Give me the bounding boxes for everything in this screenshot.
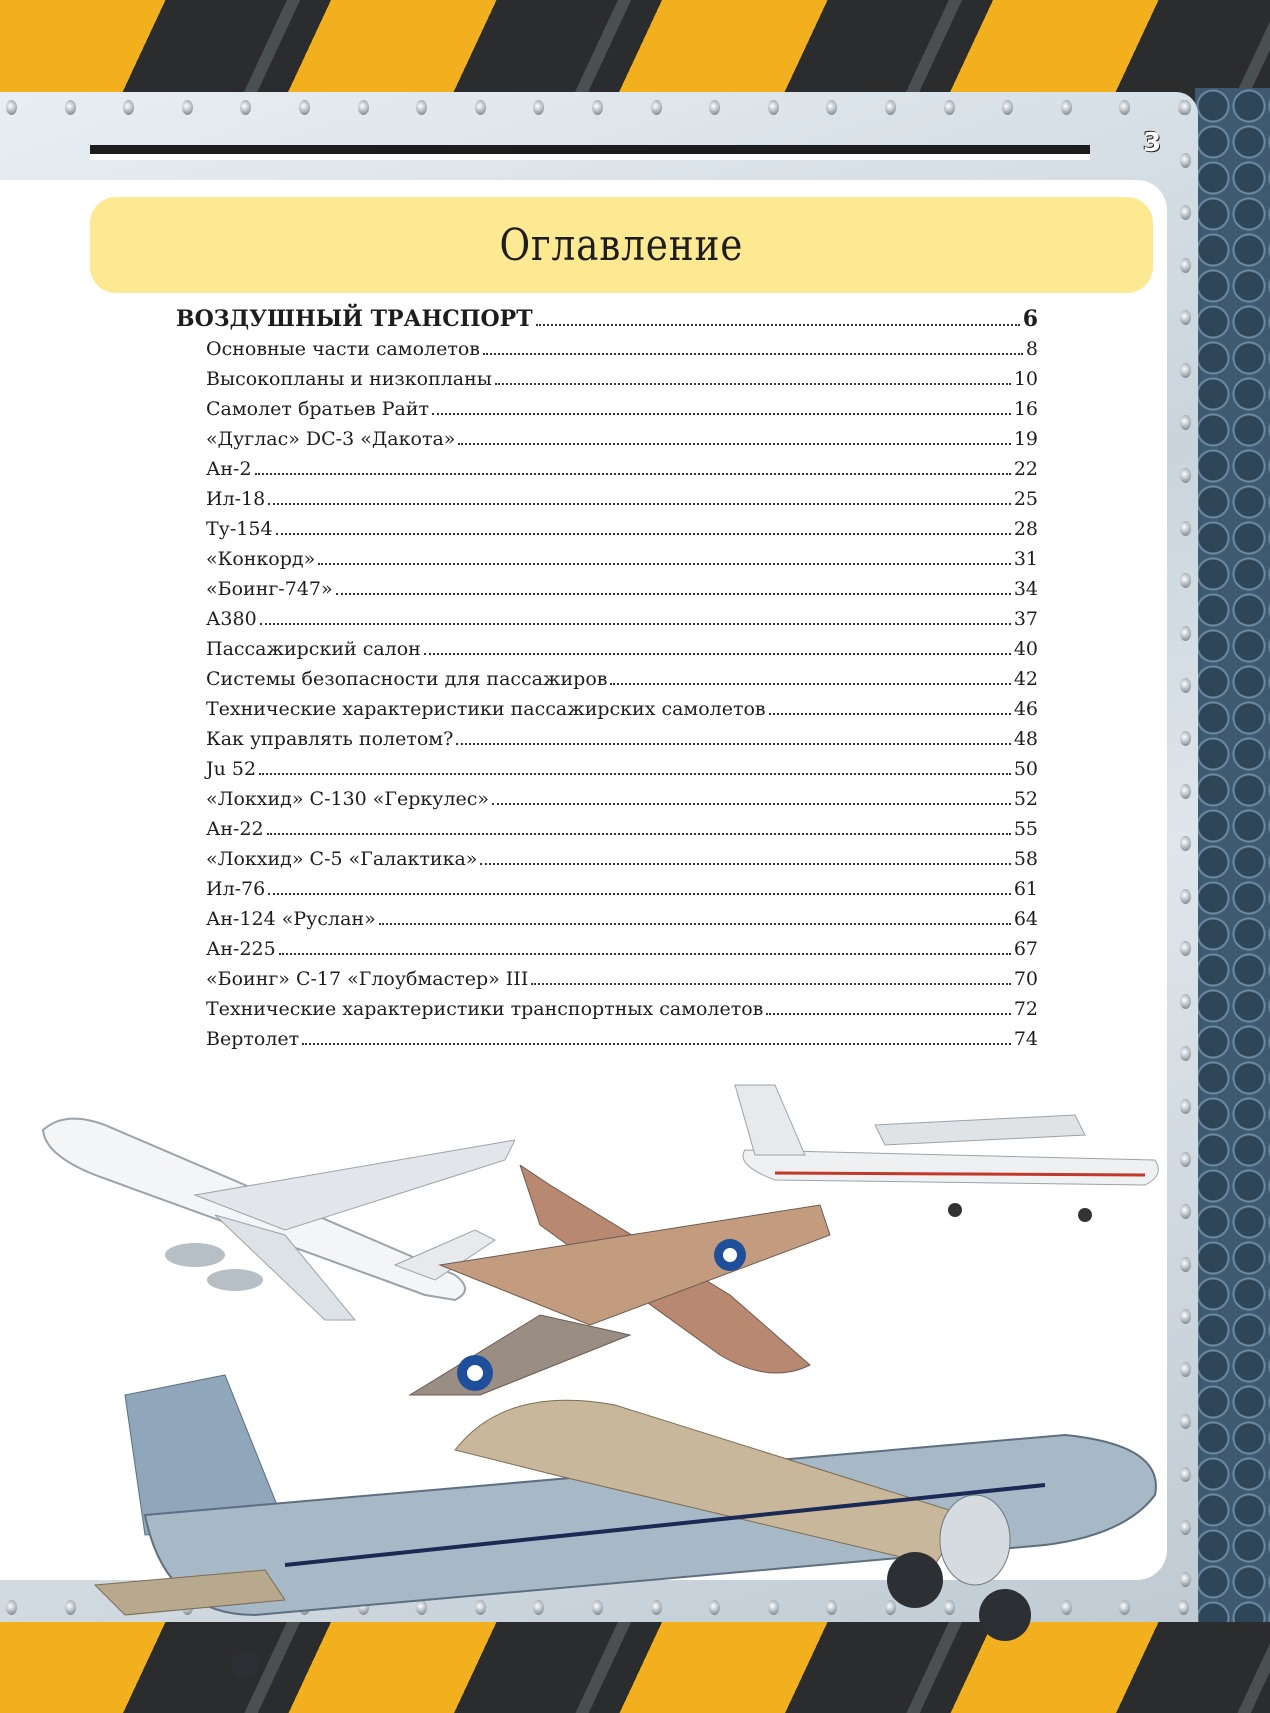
leader-dots xyxy=(268,503,1011,505)
toc-item-page: 42 xyxy=(1013,668,1038,690)
toc-item-label: Ту-154 xyxy=(206,518,273,540)
toc-item-page: 19 xyxy=(1013,428,1038,450)
toc-item[interactable] xyxy=(176,758,1038,788)
toc-item[interactable] xyxy=(176,488,1038,518)
toc-item-page: 25 xyxy=(1013,488,1038,510)
toc-item-label: Как управлять полетом? xyxy=(206,728,454,750)
toc-item-page: 22 xyxy=(1013,458,1038,480)
toc-item[interactable] xyxy=(176,938,1038,968)
leader-dots xyxy=(424,653,1011,655)
toc-item-page: 37 xyxy=(1013,608,1038,630)
toc-item[interactable] xyxy=(176,698,1038,728)
toc-item[interactable] xyxy=(176,368,1038,398)
toc-item[interactable] xyxy=(176,1028,1038,1058)
leader-dots xyxy=(276,533,1011,535)
toc-item[interactable] xyxy=(176,458,1038,488)
toc-item-label: Ил-76 xyxy=(206,878,266,900)
leader-dots xyxy=(336,593,1011,595)
toc-item[interactable] xyxy=(176,878,1038,908)
toc-item-label: Пассажирский салон xyxy=(206,638,421,660)
leader-dots xyxy=(480,863,1010,865)
toc-item[interactable] xyxy=(176,788,1038,818)
toc-item-page: 55 xyxy=(1013,818,1038,840)
page-number: 3 xyxy=(1143,128,1162,158)
toc-item-page: 70 xyxy=(1013,968,1038,990)
toc-item-label: Ан-2 xyxy=(206,458,252,480)
toc-section[interactable] xyxy=(176,306,1038,338)
toc-item-page: 28 xyxy=(1013,518,1038,540)
table-of-contents xyxy=(176,306,1038,1058)
toc-item-page: 10 xyxy=(1013,368,1038,390)
leader-dots xyxy=(492,803,1011,805)
toc-item[interactable] xyxy=(176,908,1038,938)
leader-dots xyxy=(255,473,1011,475)
toc-item-page: 8 xyxy=(1025,338,1038,360)
leader-dots xyxy=(483,353,1023,355)
toc-item[interactable] xyxy=(176,548,1038,578)
toc-item[interactable] xyxy=(176,968,1038,998)
toc-item-label: Ju 52 xyxy=(206,758,257,780)
toc-item-label: «Конкорд» xyxy=(206,548,316,570)
leader-dots xyxy=(531,983,1010,985)
leader-dots xyxy=(379,923,1011,925)
toc-item-label: Ил-18 xyxy=(206,488,266,510)
toc-item[interactable] xyxy=(176,998,1038,1028)
toc-item[interactable] xyxy=(176,638,1038,668)
leader-dots xyxy=(267,833,1011,835)
leader-dots xyxy=(458,443,1010,445)
toc-item[interactable] xyxy=(176,428,1038,458)
toc-item[interactable] xyxy=(176,338,1038,368)
toc-item-page: 50 xyxy=(1013,758,1038,780)
toc-item-page: 52 xyxy=(1013,788,1038,810)
toc-item-label: Технические характеристики пассажирских самолетов xyxy=(206,698,766,720)
toc-item-page: 40 xyxy=(1013,638,1038,660)
toc-item-page: 48 xyxy=(1013,728,1038,750)
toc-item-page: 46 xyxy=(1013,698,1038,720)
leader-dots xyxy=(318,563,1011,565)
an-12-cargo-plane-photo xyxy=(715,1065,1165,1255)
toc-item-page: 72 xyxy=(1013,998,1038,1020)
toc-item-label: «Дуглас» DC-3 «Дакота» xyxy=(206,428,456,450)
toc-item-label: Системы безопасности для пассажиров xyxy=(206,668,608,690)
toc-item-page: 67 xyxy=(1013,938,1038,960)
toc-item-page: 31 xyxy=(1013,548,1038,570)
header-rule xyxy=(90,145,1090,160)
toc-item[interactable] xyxy=(176,608,1038,638)
toc-item-page: 74 xyxy=(1013,1028,1038,1050)
toc-item[interactable] xyxy=(176,818,1038,848)
toc-item-label: «Локхид» С-5 «Галактика» xyxy=(206,848,478,870)
leader-dots xyxy=(766,1013,1010,1015)
toc-item-label: Ан-22 xyxy=(206,818,264,840)
title-banner xyxy=(90,197,1153,293)
rivets-top xyxy=(0,100,1195,120)
leader-dots xyxy=(456,743,1011,745)
toc-item-label: Вертолет xyxy=(206,1028,300,1050)
honeycomb-border xyxy=(1195,88,1270,1628)
toc-item-label: Самолет братьев Райт xyxy=(206,398,429,420)
hazard-stripes-top xyxy=(0,0,1270,92)
toc-item[interactable] xyxy=(176,728,1038,758)
toc-item-label: «Боинг» С-17 «Глоубмастер» III xyxy=(206,968,529,990)
toc-item-page: 34 xyxy=(1013,578,1038,600)
leader-dots xyxy=(769,713,1011,715)
leader-dots xyxy=(302,1043,1011,1045)
leader-dots xyxy=(279,953,1011,955)
toc-item-page: 16 xyxy=(1013,398,1038,420)
toc-item-label: Высокопланы и низкопланы xyxy=(206,368,492,390)
leader-dots xyxy=(259,773,1011,775)
toc-item[interactable] xyxy=(176,848,1038,878)
toc-section-label: ВОЗДУШНЫЙ ТРАНСПОРТ xyxy=(176,306,533,332)
toc-item-label: «Локхид» С-130 «Геркулес» xyxy=(206,788,490,810)
toc-item-page: 64 xyxy=(1013,908,1038,930)
toc-section-page: 6 xyxy=(1022,306,1038,332)
leader-dots xyxy=(495,383,1011,385)
toc-item[interactable] xyxy=(176,578,1038,608)
toc-item-page: 58 xyxy=(1013,848,1038,870)
toc-item-label: Технические характеристики транспортных самолетов xyxy=(206,998,764,1020)
leader-dots xyxy=(432,413,1011,415)
toc-item-page: 61 xyxy=(1013,878,1038,900)
leader-dots xyxy=(268,893,1011,895)
toc-item[interactable] xyxy=(176,668,1038,698)
toc-item-label: «Боинг-747» xyxy=(206,578,333,600)
toc-item-label: Ан-124 «Руслан» xyxy=(206,908,376,930)
toc-item-label: Основные части самолетов xyxy=(206,338,480,360)
leader-dots xyxy=(536,324,1020,326)
leader-dots xyxy=(610,683,1010,685)
toc-item[interactable] xyxy=(176,398,1038,428)
page-title: Оглавление xyxy=(499,219,744,271)
rivets-right xyxy=(1180,100,1195,1640)
toc-item-label: Ан-225 xyxy=(206,938,276,960)
toc-item-label: А380 xyxy=(206,608,257,630)
leader-dots xyxy=(260,623,1011,625)
toc-item[interactable] xyxy=(176,518,1038,548)
dc-3-plane-photo xyxy=(85,1365,1165,1685)
